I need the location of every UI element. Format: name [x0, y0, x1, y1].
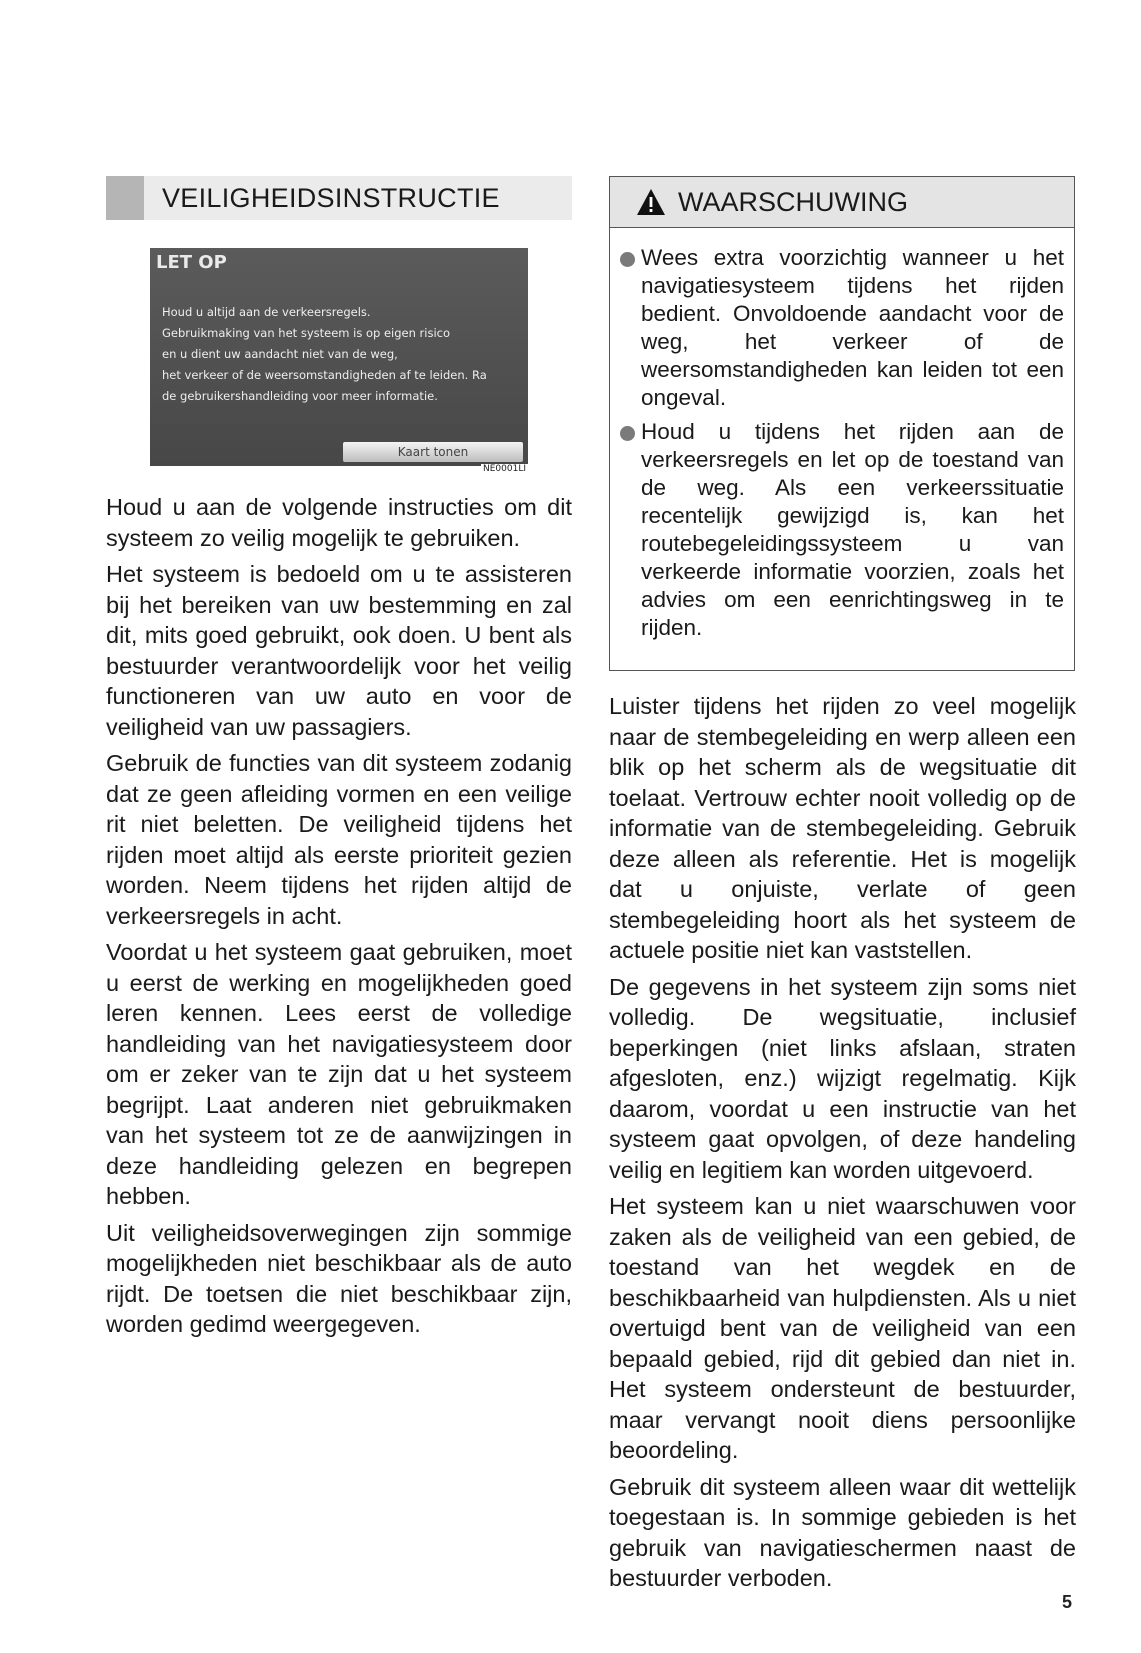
screen-title: LET OP: [156, 252, 227, 273]
paragraph: De gegevens in het systeem zijn soms niet volledig. De wegsituatie, inclusief beperkingen (niet links afslaan, straten afgesloten, enz.) wijzigt regelmatig. Kijk daarom, voordat u een instructie van het systeem gaat opvolgen, of deze handeling veilig en legitiem kan worden uitgevoerd.: [609, 973, 1076, 1183]
warning-item: [620, 244, 1064, 412]
bullet-icon: [620, 252, 635, 267]
bullet-icon: [620, 426, 635, 441]
warning-box: [609, 176, 1075, 671]
paragraph: Luister tijdens het rijden zo veel mogelijk naar de stembegeleiding en werp alleen een blik op het scherm als de wegsituatie dit toelaat. Vertrouw echter nooit volledig op de informatie van de stembegeleiding. Gebruik deze alleen als referentie. Het is mogelijk dat u onjuiste, verlate of geen stembegeleiding hoort als het systeem de actuele positie niet kan vaststellen.: [609, 693, 1076, 963]
warning-triangle-icon: [636, 188, 666, 216]
paragraph: Het systeem kan u niet waarschuwen voor zaken als de veiligheid van een gebied, de toestand van het wegdek en de beschikbaarheid van hulpdiensten. Als u niet overtuigd bent van de veiligheid van een bepaald gebied, rijd dit gebied dan niet in. Het systeem ondersteunt de bestuurder, maar vervangt nooit diens persoonlijke beoordeling.: [609, 1193, 1076, 1463]
screen-message: [162, 302, 524, 407]
show-map-button: Kaart tonen: [343, 442, 523, 462]
section-marker: [106, 176, 144, 220]
warning-title: WAARSCHUWING: [678, 186, 908, 217]
screen-line: de gebruikershandleiding voor meer informatie.: [162, 389, 438, 403]
screen-line: en u dient uw aandacht niet van de weg,: [162, 347, 398, 361]
screen-line: Houd u altijd aan de verkeersregels.: [162, 305, 371, 319]
right-column: [609, 176, 1076, 1600]
warning-header: [610, 177, 1074, 228]
warning-item: [620, 418, 1064, 642]
page-number: 5: [1062, 1592, 1073, 1612]
section-header: [106, 176, 572, 220]
paragraph: Houd u aan de volgende instructies om dit systeem zo veilig mogelijk te gebruiken.: [106, 494, 572, 551]
screen-line: het verkeer of de weersomstandigheden af te leiden. Ra: [162, 368, 487, 382]
warning-list: [610, 228, 1074, 670]
image-code: NE0001LI: [483, 464, 526, 474]
paragraph: Gebruik dit systeem alleen waar dit wettelijk toegestaan is. In sommige gebieden is het gebruik van navigatieschermen naast de bestuurder verboden.: [609, 1473, 1076, 1591]
left-column: [106, 176, 572, 1346]
right-body-text: [609, 691, 1076, 1594]
section-title: VEILIGHEIDSINSTRUCTIE: [162, 182, 500, 213]
warning-text: Wees extra voorzichtig wanneer u het navigatiesysteem tijdens het rijden bedient. Onvoldoende aandacht voor de weg, het verkeer of de weersomstandigheden kan leiden tot een ongeval.: [641, 245, 1064, 410]
screen-line: Gebruikmaking van het systeem is op eigen risico: [162, 326, 451, 340]
paragraph: Gebruik de functies van dit systeem zodanig dat ze geen afleiding vormen en een veilige rit niet beletten. De veiligheid tijdens het rijden moet altijd als eerste prioriteit gezien worden. Neem tijdens het rijden altijd de verkeersregels in acht.: [106, 750, 572, 929]
screen-image: [150, 248, 528, 474]
paragraph: Uit veiligheidsoverwegingen zijn sommige mogelijkheden niet beschikbaar als de auto rijdt. De toetsen die niet beschikbaar zijn, worden gedimd weergegeven.: [106, 1219, 572, 1337]
paragraph: Het systeem is bedoeld om u te assisteren bij het bereiken van uw bestemming en zal dit, mits goed gebruikt, ook doen. U bent als bestuurder verantwoordelijk voor het veilig functioneren van uw auto en voor de veiligheid van uw passagiers.: [106, 561, 572, 740]
paragraph: Voordat u het systeem gaat gebruiken, moet u eerst de werking en mogelijkheden goed leren kennen. Lees eerst de volledige handleiding van het navigatiesysteem door om er zeker van te zijn dat u het systeem begrijpt. Laat anderen niet gebruikmaken van het systeem tot ze de aanwijzingen in deze handleiding gelezen en begrepen hebben.: [106, 939, 572, 1209]
warning-text: Houd u tijdens het rijden aan de verkeersregels en let op de toestand van de weg. Als een verkeerssituatie recentelijk gewijzigd is, kan het routebegeleidingssysteem u van verkeerde informatie voorzien, zoals het advies om een eenrichtingsweg in te rijden.: [641, 419, 1064, 640]
left-body-text: [106, 492, 572, 1340]
